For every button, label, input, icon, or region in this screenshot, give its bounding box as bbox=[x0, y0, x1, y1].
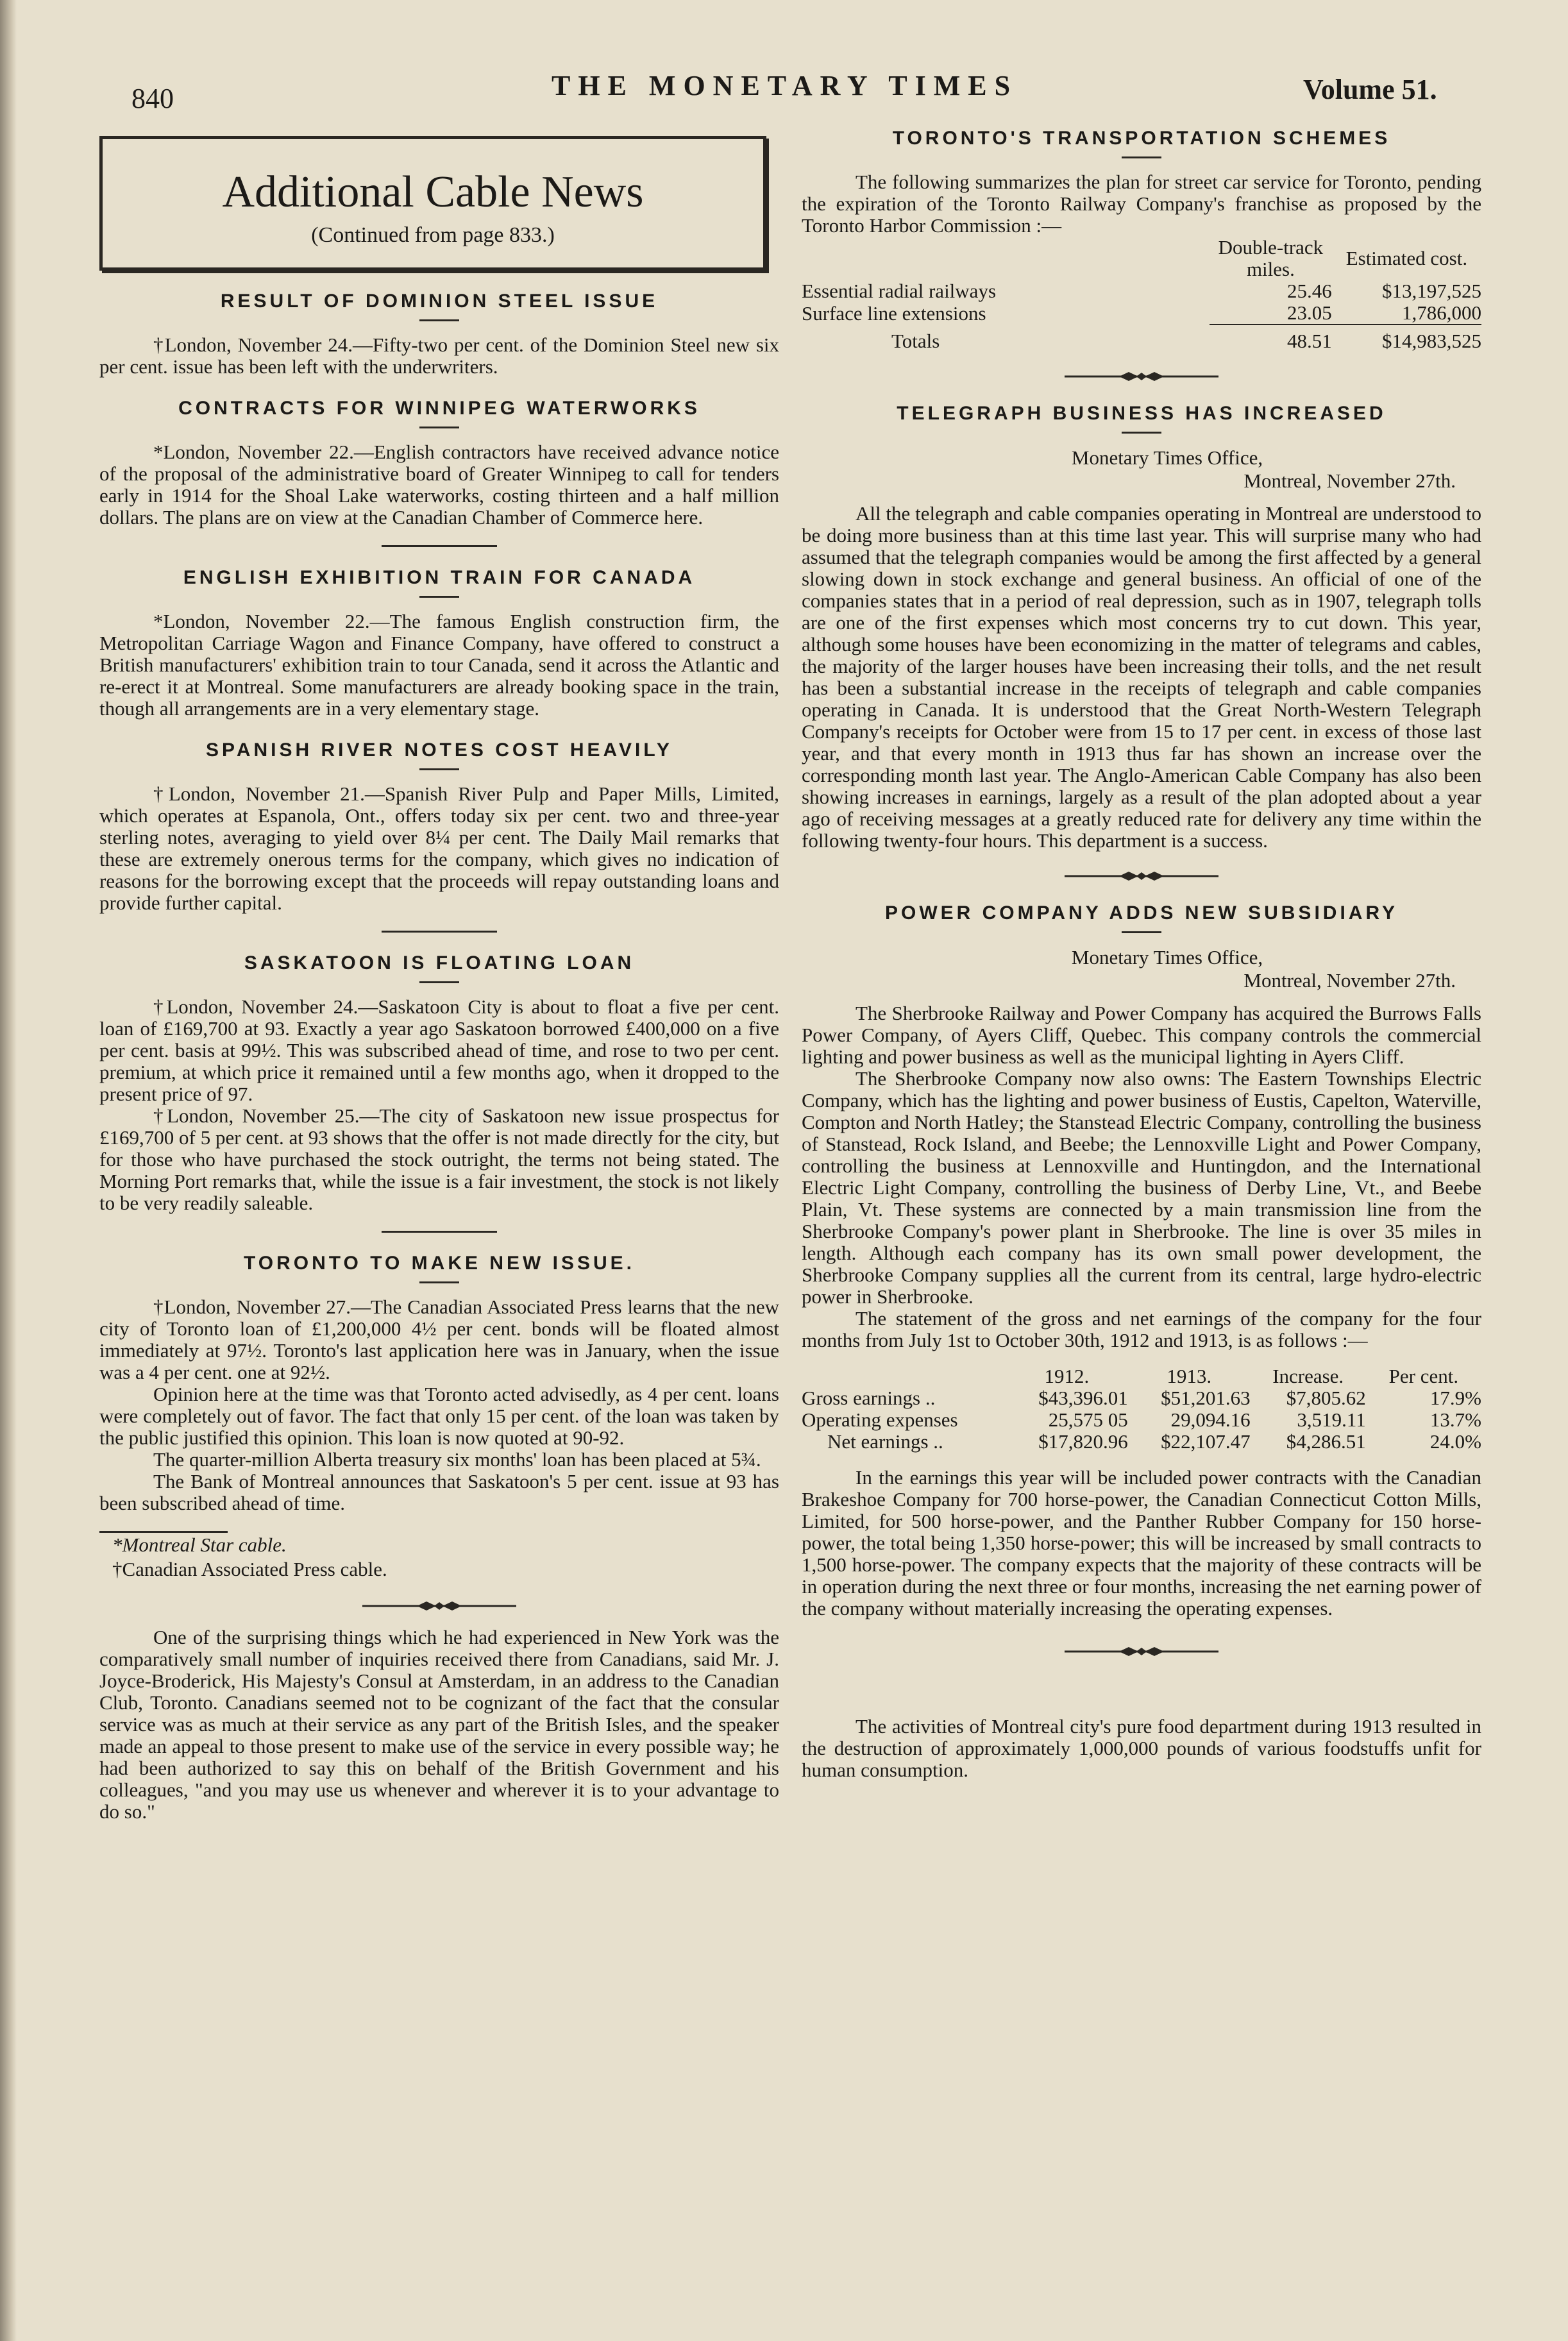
heading-dash bbox=[1122, 432, 1161, 434]
table-total-row bbox=[802, 325, 1481, 352]
row-label: Surface line extensions bbox=[802, 301, 986, 325]
article-consul bbox=[99, 1627, 779, 1823]
column-header-1913: 1913. bbox=[1167, 1365, 1212, 1387]
right-column bbox=[802, 128, 1481, 1781]
article-heading: TORONTO'S TRANSPORTATION SCHEMES bbox=[892, 128, 1391, 149]
note-canadian-press: †Canadian Associated Press cable. bbox=[112, 1558, 387, 1580]
article-telegraph bbox=[802, 402, 1481, 852]
article-separator bbox=[382, 545, 497, 547]
heading-dash bbox=[419, 768, 459, 770]
row-label: Net earnings .. bbox=[827, 1430, 943, 1453]
row-cost: $13,197,525 bbox=[1382, 280, 1481, 302]
article-body: †London, November 24.—Fifty-two per cent. of the Dominion Steel new six per cent. issue has been left with the underwriters. bbox=[99, 334, 779, 378]
article-paragraph: In the earnings this year will be included power contracts with the Canadian Brakeshoe Company for 700 horse-power, the Canadian Connecticut Cotton Mills, Limited, for 500 horse-power, and the Panther Rubber Company for 150 horse-power, the total being 1,350 horse-power; this will be increased by small contracts to 1,500 horse-power. The company expects that the majority of these contracts will be in operation during the next three or four months, increasing the net earning power of the company without materially increasing the operating expenses. bbox=[802, 1466, 1481, 1619]
table-header-row bbox=[802, 237, 1481, 280]
article-power-company bbox=[802, 902, 1481, 1619]
cell-percent: 24.0% bbox=[1429, 1430, 1481, 1453]
article-paragraph: †London, November 24.—Saskatoon City is about to float a five per cent. loan of £169,700 at 93. Exactly a year ago Saskatoon borrowed £400,000 on a five per cent. basis at 99½. This was subscribed ahead of time, and rose to two per cent. premium, at which price it remained until a few months ago, when it dropped to the present price of 97. bbox=[99, 995, 779, 1105]
article-toronto-transportation bbox=[802, 127, 1481, 352]
cell-1913: 29,094.16 bbox=[1170, 1408, 1251, 1431]
column-header-1912: 1912. bbox=[1044, 1365, 1090, 1387]
page-number: 840 bbox=[131, 83, 174, 114]
volume-label: Volume 51. bbox=[1303, 74, 1437, 105]
transportation-table bbox=[802, 237, 1481, 352]
article-paragraph: The Sherbrooke Company now also owns: The Eastern Townships Electric Company, which has the lighting and power business of Eustis, Capelton, Waterville, Compton and North Hatley; the Stanstead Electric Company, controlling the business of Stanstead, Rock Island, and Beebe; the Lennoxville Light and Power Company, controlling the business at Lennoxville and Huntingdon, and the International Electric Light Company, controlling the business of Derby Line, Vt., and Beebe Plain, Vt. These systems are connected by a main transmission line from the Sherbrooke Company's power plant in Sherbrooke. The line is over 35 miles in length. Although each company has its own small power development, the Sherbrooke Company supplies all the current from its central, large hydro-electric power in Sherbrooke. bbox=[802, 1067, 1481, 1308]
article-heading: POWER COMPANY ADDS NEW SUBSIDIARY bbox=[884, 902, 1399, 924]
section-title: Additional Cable News bbox=[222, 167, 644, 217]
article-paragraph: Opinion here at the time was that Toronto acted advisedly, as 4 per cent. loans were completely out of favor. The fact that only 15 per cent. of the loan was taken by the public justified this opinion. This loan is now quoted at 90-92. bbox=[99, 1383, 779, 1449]
article-separator bbox=[382, 931, 497, 933]
article-spanish-river bbox=[99, 739, 779, 914]
section-subtitle: (Continued from page 833.) bbox=[311, 223, 555, 247]
total-miles: 48.51 bbox=[1287, 330, 1332, 352]
column-header-increase: Increase. bbox=[1272, 1365, 1344, 1387]
running-header bbox=[0, 69, 1568, 114]
article-saskatoon-loan bbox=[99, 952, 779, 1214]
total-label: Totals bbox=[891, 329, 940, 352]
dateline-office: Monetary Times Office, bbox=[1071, 946, 1263, 968]
article-dominion-steel bbox=[99, 290, 779, 378]
row-cost: 1,786,000 bbox=[1332, 302, 1481, 325]
article-body: *London, November 22.—English contractors have received advance notice of the proposal of the administrative board of Greater Winnipeg to call for tenders early in 1914 for the Shoal Lake waterworks, costing thirteen and a half million dollars. The plans are on view at the Canadian Chamber of Commerce here. bbox=[99, 441, 779, 528]
article-heading: SPANISH RIVER NOTES COST HEAVILY bbox=[206, 739, 673, 761]
article-heading: CONTRACTS FOR WINNIPEG WATERWORKS bbox=[178, 398, 700, 419]
column-header-percent: Per cent. bbox=[1388, 1365, 1459, 1387]
article-body: All the telegraph and cable companies operating in Montreal are understood to be doing more business than at this time last year. This will surprise many who had assumed that the telegraph companies would be among the first affected by a general slowing down in stock exchange and general business. An official of one of the companies states that in a period of real depression, such as in 1907, telegraph tolls are one of the first expenses which most concerns try to cut down. This year, although some houses have been economizing in the matter of telegrams and cables, the majority of the larger houses have been increasing their tolls, and the net result has been a substantial increase in the receipts of telegraph and cable companies operating in Canada. It is understood that the Great North-Western Telegraph Company's receipts for October were from 15 to 17 per cent. in excess of those last year, and that every month in 1913 thus far has shown an increase over the corresponding month last year. The Anglo-American Cable Company has also been showing increases in earnings, largely as a result of the plan adopted about a year ago of receiving messages at a greatly reduced rate for delivery any time within the following twenty-four hours. This department is a success. bbox=[802, 502, 1481, 852]
cell-1912: $43,396.01 bbox=[1038, 1387, 1128, 1409]
heading-dash bbox=[1122, 931, 1161, 933]
article-heading: SASKATOON IS FLOATING LOAN bbox=[244, 952, 635, 974]
dateline-place: Montreal, November 27th. bbox=[1243, 469, 1456, 492]
cell-increase: 3,519.11 bbox=[1297, 1408, 1366, 1431]
section-title-box bbox=[99, 136, 766, 271]
total-cost: $14,983,525 bbox=[1382, 330, 1481, 352]
heading-dash bbox=[419, 319, 459, 321]
row-label: Essential radial railways bbox=[802, 280, 997, 302]
cell-percent: 17.9% bbox=[1429, 1387, 1481, 1409]
article-paragraph: The quarter-million Alberta treasury six months' loan has been placed at 5¾. bbox=[153, 1448, 761, 1471]
cell-1913: $51,201.63 bbox=[1161, 1387, 1251, 1409]
article-heading: RESULT OF DOMINION STEEL ISSUE bbox=[220, 291, 659, 312]
table-row bbox=[802, 302, 1481, 325]
article-exhibition-train bbox=[99, 566, 779, 720]
column-header-miles: Double-track miles. bbox=[1218, 236, 1324, 280]
article-intro: The following summarizes the plan for street car service for Toronto, pending the expiration of the Toronto Railway Company's franchise as proposed by the Toronto Harbor Commission :— bbox=[802, 171, 1481, 237]
row-miles: 25.46 bbox=[1287, 280, 1332, 302]
heading-dash bbox=[419, 596, 459, 598]
article-body: †London, November 21.—Spanish River Pulp and Paper Mills, Limited, which operates at Espanola, Ont., offers today six per cent. two and three-year sterling notes, averaging to yield over 8¼ per cent. The Daily Mail remarks that these are extremely onerous terms for the company, which gives no indication of reasons for the borrowing except that the proceeds will repay outstanding loans and provide further capital. bbox=[99, 782, 779, 914]
cell-increase: $4,286.51 bbox=[1286, 1430, 1366, 1453]
row-label: Gross earnings .. bbox=[802, 1387, 936, 1409]
heading-dash bbox=[419, 1281, 459, 1283]
cell-1913: $22,107.47 bbox=[1161, 1430, 1251, 1453]
heading-dash bbox=[1122, 156, 1161, 158]
article-body: *London, November 22.—The famous English construction firm, the Metropolitan Carriage Wagon and Finance Company, have offered to construct a British manufacturers' exhibition train to tour Canada, send it across the Atlantic and re-erect it at Montreal. Some manufacturers are already booking space in the train, though all arrangements are in a very elementary stage. bbox=[99, 610, 779, 720]
cell-1912: $17,820.96 bbox=[1038, 1430, 1128, 1453]
heading-dash bbox=[419, 981, 459, 983]
article-paragraph: The Bank of Montreal announces that Saskatoon's 5 per cent. issue at 93 has been subscribed ahead of time. bbox=[99, 1470, 779, 1514]
article-toronto-issue bbox=[99, 1252, 779, 1514]
article-heading: TELEGRAPH BUSINESS HAS INCREASED bbox=[897, 403, 1387, 424]
earnings-table bbox=[802, 1365, 1481, 1453]
table-row bbox=[802, 1409, 1481, 1431]
article-body: One of the surprising things which he had experienced in New York was the comparatively small number of inquiries received there from Canadians, said Mr. J. Joyce-Broderick, His Majesty's Consul at Amsterdam, in an address to the Canadian Club, Toronto. Canadians seemed not to be cognizant of the fact that the consular service was as much at their service as any part of the British Isles, and the speaker made an appeal to those present to make use of the service in every possible way; he had been authorized to say this on behalf of the British Government and his colleagues, "and you may use us whenever and wherever it is to your advantage to do so." bbox=[99, 1626, 779, 1823]
row-label: Operating expenses bbox=[802, 1408, 958, 1431]
dateline-office: Monetary Times Office, bbox=[1071, 446, 1263, 469]
article-paragraph: The Sherbrooke Railway and Power Company has acquired the Burrows Falls Power Company, of Ayers Cliff, Quebec. This company controls the commercial lighting and power business as well as the municipal lighting in Ayers Cliff. bbox=[802, 1002, 1481, 1068]
article-body: The activities of Montreal city's pure food department during 1913 resulted in the destruction of approximately 1,000,000 pounds of various foodstuffs unfit for human consumption. bbox=[802, 1715, 1481, 1781]
dateline-place: Montreal, November 27th. bbox=[1243, 969, 1456, 992]
running-title: THE MONETARY TIMES bbox=[552, 70, 1018, 101]
ornament-divider bbox=[1065, 870, 1218, 883]
cell-1912: 25,575 05 bbox=[1048, 1408, 1128, 1431]
cell-increase: $7,805.62 bbox=[1286, 1387, 1366, 1409]
article-winnipeg-waterworks bbox=[99, 397, 779, 528]
article-paragraph: The statement of the gross and net earnings of the company for the four months from July 1st to October 30th, 1912 and 1913, is as follows :— bbox=[802, 1307, 1481, 1351]
row-miles: 23.05 bbox=[1210, 302, 1332, 325]
left-column bbox=[99, 136, 779, 1823]
source-notes bbox=[99, 1531, 779, 1582]
note-montreal-star: *Montreal Star cable. bbox=[112, 1534, 287, 1556]
table-header-row bbox=[802, 1365, 1481, 1387]
article-paragraph: †London, November 25.—The city of Saskatoon new issue prospectus for £169,700 of 5 per cent. at 93 shows that the offer is not made directly for the city, but for those who have purchased the stock outright, the terms not being stated. The Morning Port remarks that, while the issue is a fair investment, the stock is not likely to be very readily saleable. bbox=[99, 1104, 779, 1214]
article-heading: TORONTO TO MAKE NEW ISSUE. bbox=[243, 1253, 636, 1274]
cell-percent: 13.7% bbox=[1429, 1408, 1481, 1431]
article-heading: ENGLISH EXHIBITION TRAIN FOR CANADA bbox=[183, 567, 696, 588]
article-paragraph: †London, November 27.—The Canadian Associated Press learns that the new city of Toronto loan of £1,200,000 4½ per cent. bonds will be floated almost immediately at 97½. Toronto's last application here was in January, when the issue was a 4 per cent. one at 92½. bbox=[99, 1296, 779, 1383]
ornament-divider bbox=[362, 1600, 516, 1612]
article-foodstuffs bbox=[802, 1716, 1481, 1781]
article-separator bbox=[382, 1231, 497, 1233]
column-header-cost: Estimated cost. bbox=[1345, 247, 1468, 269]
ornament-divider bbox=[1065, 370, 1218, 383]
table-row bbox=[802, 1431, 1481, 1453]
table-row bbox=[802, 1387, 1481, 1409]
table-row bbox=[802, 280, 1481, 302]
heading-dash bbox=[419, 427, 459, 428]
ornament-divider bbox=[1065, 1645, 1218, 1658]
page-binding-shadow bbox=[0, 0, 17, 2341]
